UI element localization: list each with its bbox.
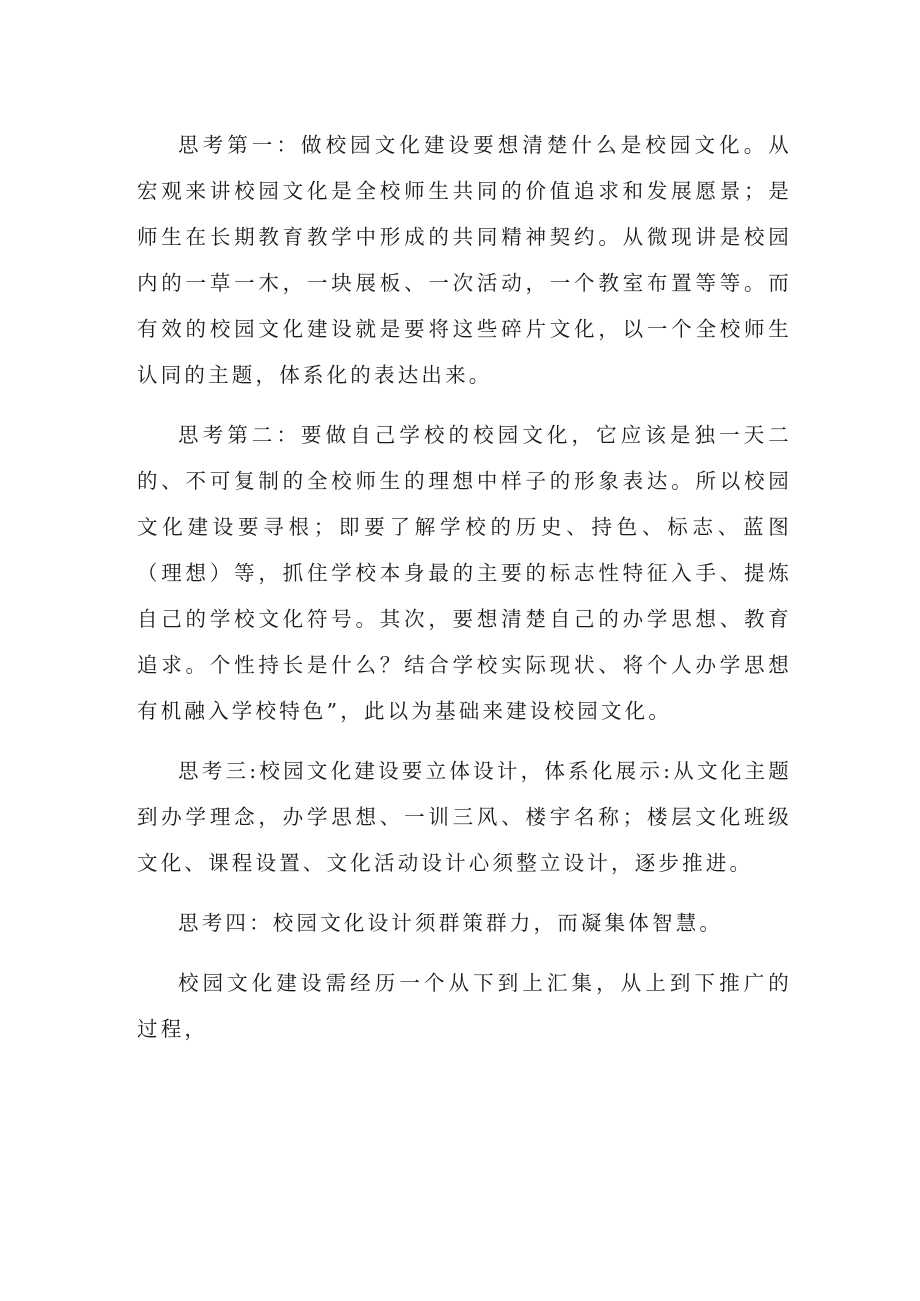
paragraph-1: 思考第一：做校园文化建设要想清楚什么是校园文化。从宏观来讲校园文化是全校师生共同的价值追求和发展愿景；是师生在长期教育教学中形成的共同精神契约。从微现讲是校园内的一草一木，一块展板、一次活动，一个教室布置等等。而有效的校园文化建设就是要将这些碎片文化，以一个全校师生认同的主题，体系化的表达出来。 <box>137 133 792 387</box>
paragraph-4: 思考四：校园文化设计须群策群力，而凝集体智慧。 <box>178 911 724 935</box>
paragraph-2: 思考第二：要做自己学校的校园文化，它应该是独一天二的、不可复制的全校师生的理想中样子的形象表达。所以校园文化建设要寻根；即要了解学校的历史、持色、标志、蓝图（理想）等，抓住学校本身最的主要的标志性特征入手、提炼自己的学校文化符号。其次，要想清楚自己的办学思想、教育追求。个性持长是什么？结合学校实际现状、将个人办学思想有机融入学校特色”，此以为基础来建设校园文化。 <box>137 423 792 723</box>
paragraph-3: 思考三:校园文化建设要立体设计，体系化展示:从文化主题到办学理念，办学思想、一训三风、楼宇名称；楼层文化班级文化、课程设置、文化活动设计心须整立设计，逐步推进。 <box>137 759 792 875</box>
document-body <box>137 122 792 1066</box>
paragraph-5: 校园文化建设需经历一个从下到上汇集，从上到下推广的过程， <box>137 971 792 1041</box>
